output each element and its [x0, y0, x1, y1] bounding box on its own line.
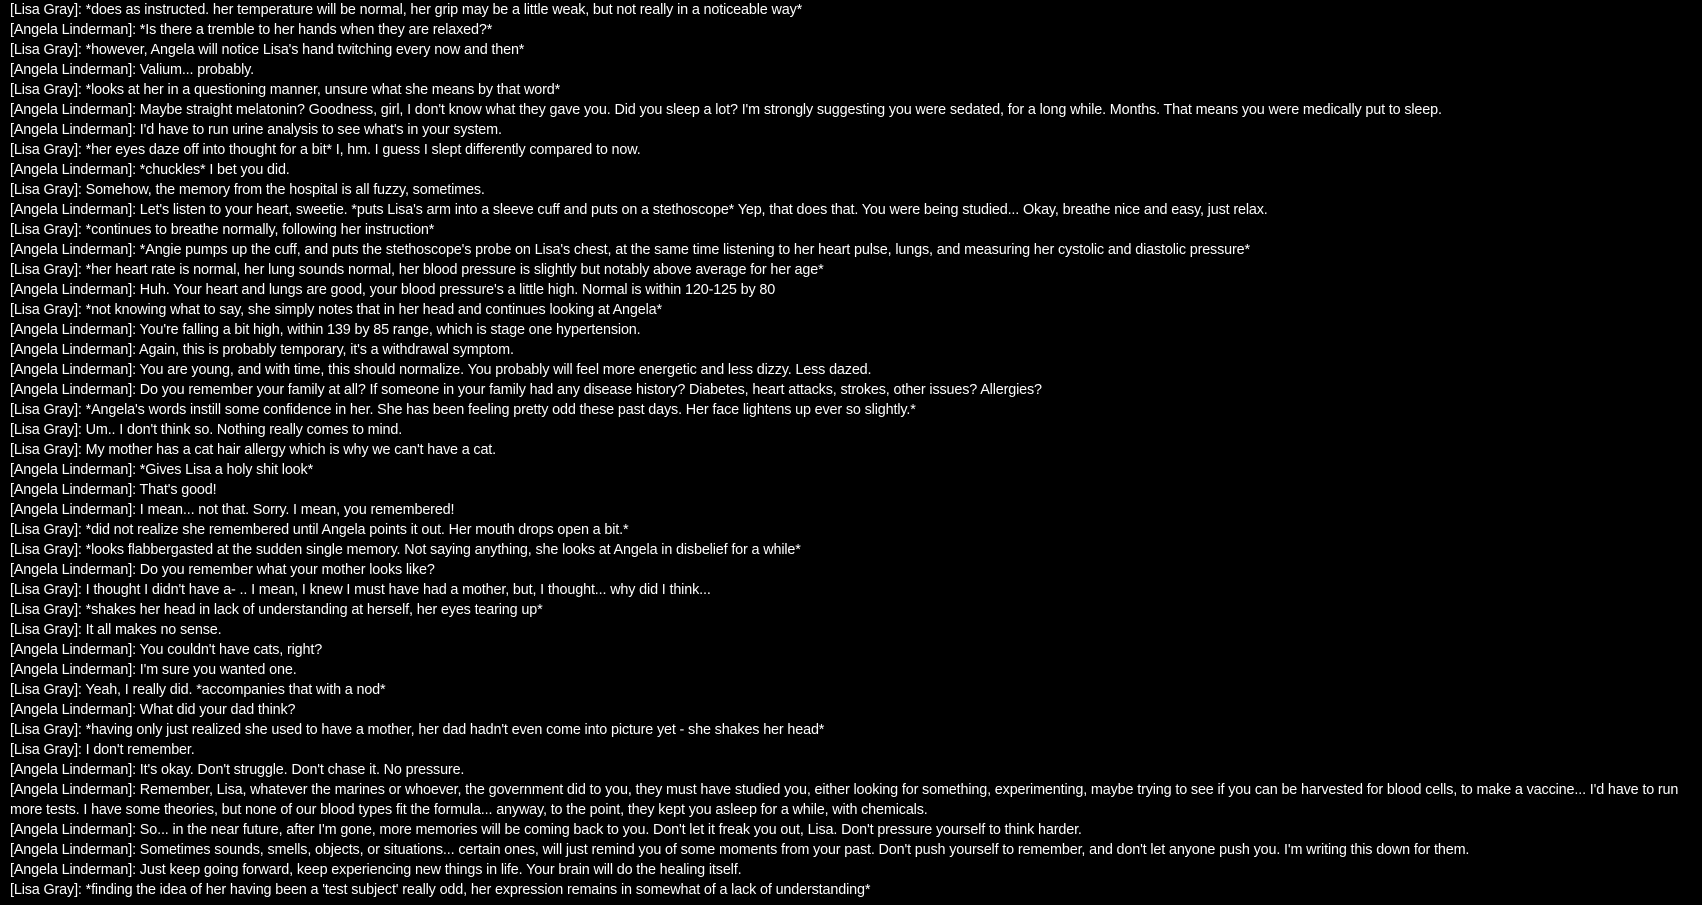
chat-line	[10, 40, 1690, 60]
chat-speaker: [Angela Linderman]:	[10, 662, 136, 678]
chat-line	[10, 480, 1690, 500]
chat-line	[10, 780, 1690, 820]
chat-line	[10, 300, 1690, 320]
chat-message: You couldn't have cats, right?	[135, 642, 323, 658]
chat-message: Yeah, I really did. *accompanies that with a nod*	[81, 682, 386, 698]
chat-line	[10, 840, 1690, 860]
chat-line	[10, 240, 1690, 260]
chat-speaker: [Angela Linderman]:	[10, 322, 136, 338]
chat-speaker: [Lisa Gray]:	[10, 2, 82, 18]
chat-speaker: [Lisa Gray]:	[10, 582, 82, 598]
chat-message: What did your dad think?	[135, 702, 296, 718]
chat-speaker: [Lisa Gray]:	[10, 542, 82, 558]
chat-line	[10, 280, 1690, 300]
chat-message: *her eyes daze off into thought for a bit* I, hm. I guess I slept differently compared to now.	[81, 142, 641, 158]
chat-line	[10, 220, 1690, 240]
chat-speaker: [Angela Linderman]:	[10, 642, 136, 658]
chat-message: *Angela's words instill some confidence in her. She has been feeling pretty odd these past days. Her face lightens up ever so slightly.*	[81, 402, 916, 418]
chat-speaker: [Angela Linderman]:	[10, 782, 136, 798]
chat-message: *Gives Lisa a holy shit look*	[135, 462, 314, 478]
chat-message: Just keep going forward, keep experiencing new things in life. Your brain will do the healing itself.	[135, 862, 742, 878]
chat-line	[10, 760, 1690, 780]
chat-message: It all makes no sense.	[81, 622, 222, 638]
chat-line	[10, 440, 1690, 460]
chat-line	[10, 540, 1690, 560]
chat-speaker: [Lisa Gray]:	[10, 402, 82, 418]
chat-message: My mother has a cat hair allergy which is why we can't have a cat.	[81, 442, 496, 458]
chat-line	[10, 640, 1690, 660]
chat-speaker: [Angela Linderman]:	[10, 282, 136, 298]
chat-speaker: [Lisa Gray]:	[10, 522, 82, 538]
chat-speaker: [Lisa Gray]:	[10, 742, 82, 758]
chat-speaker: [Angela Linderman]:	[10, 562, 136, 578]
chat-message: *looks at her in a questioning manner, unsure what she means by that word*	[81, 82, 561, 98]
chat-line	[10, 160, 1690, 180]
chat-speaker: [Lisa Gray]:	[10, 302, 82, 318]
chat-message: *looks flabbergasted at the sudden single memory. Not saying anything, she looks at Angela in disbelief for a while*	[81, 542, 801, 558]
chat-speaker: [Angela Linderman]:	[10, 862, 136, 878]
chat-message: Um.. I don't think so. Nothing really comes to mind.	[81, 422, 403, 438]
chat-line	[10, 260, 1690, 280]
chat-speaker: [Angela Linderman]:	[10, 202, 136, 218]
chat-message: Maybe straight melatonin? Goodness, girl, I don't know what they gave you. Did you sleep a lot? I'm strongly suggesting you were sedated, for a long while. Months. That means you were medically put to sleep.	[135, 102, 1442, 118]
chat-speaker: [Angela Linderman]:	[10, 822, 136, 838]
chat-line	[10, 380, 1690, 400]
chat-message: *finding the idea of her having been a 'test subject' really odd, her expression remains in somewhat of a lack of understanding*	[81, 882, 871, 898]
chat-line	[10, 100, 1690, 120]
chat-line	[10, 400, 1690, 420]
chat-speaker: [Angela Linderman]:	[10, 22, 136, 38]
chat-message: So... in the near future, after I'm gone, more memories will be coming back to you. Don't let it freak you out, Lisa. Don't pressure yourself to think harder.	[135, 822, 1082, 838]
chat-message: Do you remember your family at all? If someone in your family had any disease history? Diabetes, heart attacks, strokes, other issues? Allergies?	[135, 382, 1042, 398]
chat-speaker: [Angela Linderman]:	[10, 842, 136, 858]
chat-speaker: [Angela Linderman]:	[10, 362, 136, 378]
chat-speaker: [Angela Linderman]:	[10, 122, 136, 138]
chat-speaker: [Angela Linderman]:	[10, 242, 136, 258]
chat-speaker: [Angela Linderman]:	[10, 382, 136, 398]
chat-message: *did not realize she remembered until Angela points it out. Her mouth drops open a bit.*	[81, 522, 629, 538]
chat-line	[10, 820, 1690, 840]
chat-line	[10, 740, 1690, 760]
chat-speaker: [Angela Linderman]:	[10, 342, 136, 358]
chat-message: I don't remember.	[81, 742, 195, 758]
chat-line	[10, 560, 1690, 580]
chat-speaker: [Lisa Gray]:	[10, 722, 82, 738]
chat-message: Valium... probably.	[135, 62, 254, 78]
chat-speaker: [Lisa Gray]:	[10, 222, 82, 238]
chat-message: That's good!	[135, 482, 217, 498]
chat-line	[10, 680, 1690, 700]
chat-speaker: [Lisa Gray]:	[10, 182, 82, 198]
chat-line	[10, 0, 1690, 20]
chat-message: Let's listen to your heart, sweetie. *puts Lisa's arm into a sleeve cuff and puts on a stethoscope* Yep, that does that. You were being studied... Okay, breathe nice and easy, just relax.	[135, 202, 1268, 218]
chat-speaker: [Angela Linderman]:	[10, 462, 136, 478]
chat-line	[10, 320, 1690, 340]
chat-line	[10, 880, 1690, 900]
chat-message: Remember, Lisa, whatever the marines or whoever, the government did to you, they must have studied you, either looking for something, experimenting, maybe trying to see if you can be harvested for blood cells, to make a vaccine... I'd have to run more tests. I have some theories, but none of our blood types fit the formula... anyway, to the point, they kept you asleep for a while, with chemicals.	[10, 782, 1679, 818]
chat-line	[10, 860, 1690, 880]
chat-line	[10, 200, 1690, 220]
chat-message: *chuckles* I bet you did.	[135, 162, 290, 178]
chat-message: *does as instructed. her temperature will be normal, her grip may be a little weak, but not really in a noticeable way*	[81, 2, 803, 18]
chat-line	[10, 340, 1690, 360]
chat-speaker: [Angela Linderman]:	[10, 702, 136, 718]
chat-message: *Is there a tremble to her hands when they are relaxed?*	[135, 22, 493, 38]
chat-line	[10, 600, 1690, 620]
chat-line	[10, 520, 1690, 540]
chat-message: *however, Angela will notice Lisa's hand twitching every now and then*	[81, 42, 525, 58]
chat-speaker: [Lisa Gray]:	[10, 622, 82, 638]
chat-message: Again, this is probably temporary, it's a withdrawal symptom.	[135, 342, 514, 358]
chat-speaker: [Lisa Gray]:	[10, 142, 82, 158]
chat-message: *continues to breathe normally, following her instruction*	[81, 222, 435, 238]
chat-line	[10, 660, 1690, 680]
chat-speaker: [Angela Linderman]:	[10, 62, 136, 78]
chat-message: *having only just realized she used to have a mother, her dad hadn't even come into picture yet - she shakes her head*	[81, 722, 825, 738]
chat-speaker: [Lisa Gray]:	[10, 82, 82, 98]
chat-speaker: [Lisa Gray]:	[10, 682, 82, 698]
chat-message: I'd have to run urine analysis to see what's in your system.	[135, 122, 502, 138]
chat-message: *shakes her head in lack of understanding at herself, her eyes tearing up*	[81, 602, 543, 618]
chat-message: *not knowing what to say, she simply notes that in her head and continues looking at Angela*	[81, 302, 662, 318]
chat-message: *her heart rate is normal, her lung sounds normal, her blood pressure is slightly but notably above average for her age*	[81, 262, 824, 278]
chat-line	[10, 140, 1690, 160]
chat-speaker: [Lisa Gray]:	[10, 602, 82, 618]
chat-message: You are young, and with time, this should normalize. You probably will feel more energetic and less dizzy. Less dazed.	[135, 362, 872, 378]
chat-message: Do you remember what your mother looks like?	[135, 562, 435, 578]
chat-speaker: [Lisa Gray]:	[10, 882, 82, 898]
chat-line	[10, 580, 1690, 600]
chat-line	[10, 120, 1690, 140]
chat-speaker: [Angela Linderman]:	[10, 162, 136, 178]
chat-line	[10, 60, 1690, 80]
chat-message: Sometimes sounds, smells, objects, or situations... certain ones, will just remind you of some moments from your past. Don't push yourself to remember, and don't let anyone push you. I'm writing this down for them.	[135, 842, 1470, 858]
chat-message: Huh. Your heart and lungs are good, your blood pressure's a little high. Normal is within 120-125 by 80	[135, 282, 776, 298]
chat-speaker: [Angela Linderman]:	[10, 762, 136, 778]
chat-speaker: [Lisa Gray]:	[10, 442, 82, 458]
chat-line	[10, 720, 1690, 740]
chat-speaker: [Angela Linderman]:	[10, 482, 136, 498]
chat-speaker: [Lisa Gray]:	[10, 262, 82, 278]
chat-line	[10, 700, 1690, 720]
chat-speaker: [Lisa Gray]:	[10, 42, 82, 58]
chat-speaker: [Angela Linderman]:	[10, 502, 136, 518]
chat-line	[10, 360, 1690, 380]
chat-message: *Angie pumps up the cuff, and puts the stethoscope's probe on Lisa's chest, at the same time listening to her heart pulse, lungs, and measuring her cystolic and diastolic pressure*	[135, 242, 1250, 258]
chat-message: I mean... not that. Sorry. I mean, you remembered!	[135, 502, 455, 518]
chat-line	[10, 80, 1690, 100]
chat-line	[10, 180, 1690, 200]
chat-line	[10, 620, 1690, 640]
chat-message: I'm sure you wanted one.	[135, 662, 297, 678]
chat-line	[10, 460, 1690, 480]
chat-line	[10, 420, 1690, 440]
chat-line	[10, 20, 1690, 40]
chat-message: Somehow, the memory from the hospital is all fuzzy, sometimes.	[81, 182, 485, 198]
chat-speaker: [Lisa Gray]:	[10, 422, 82, 438]
chat-message: You're falling a bit high, within 139 by 85 range, which is stage one hypertension.	[135, 322, 641, 338]
chat-message: It's okay. Don't struggle. Don't chase it. No pressure.	[135, 762, 465, 778]
chat-log	[10, 0, 1690, 900]
chat-line	[10, 500, 1690, 520]
chat-message: I thought I didn't have a- .. I mean, I knew I must have had a mother, but, I thought... why did I think...	[81, 582, 711, 598]
chat-speaker: [Angela Linderman]:	[10, 102, 136, 118]
